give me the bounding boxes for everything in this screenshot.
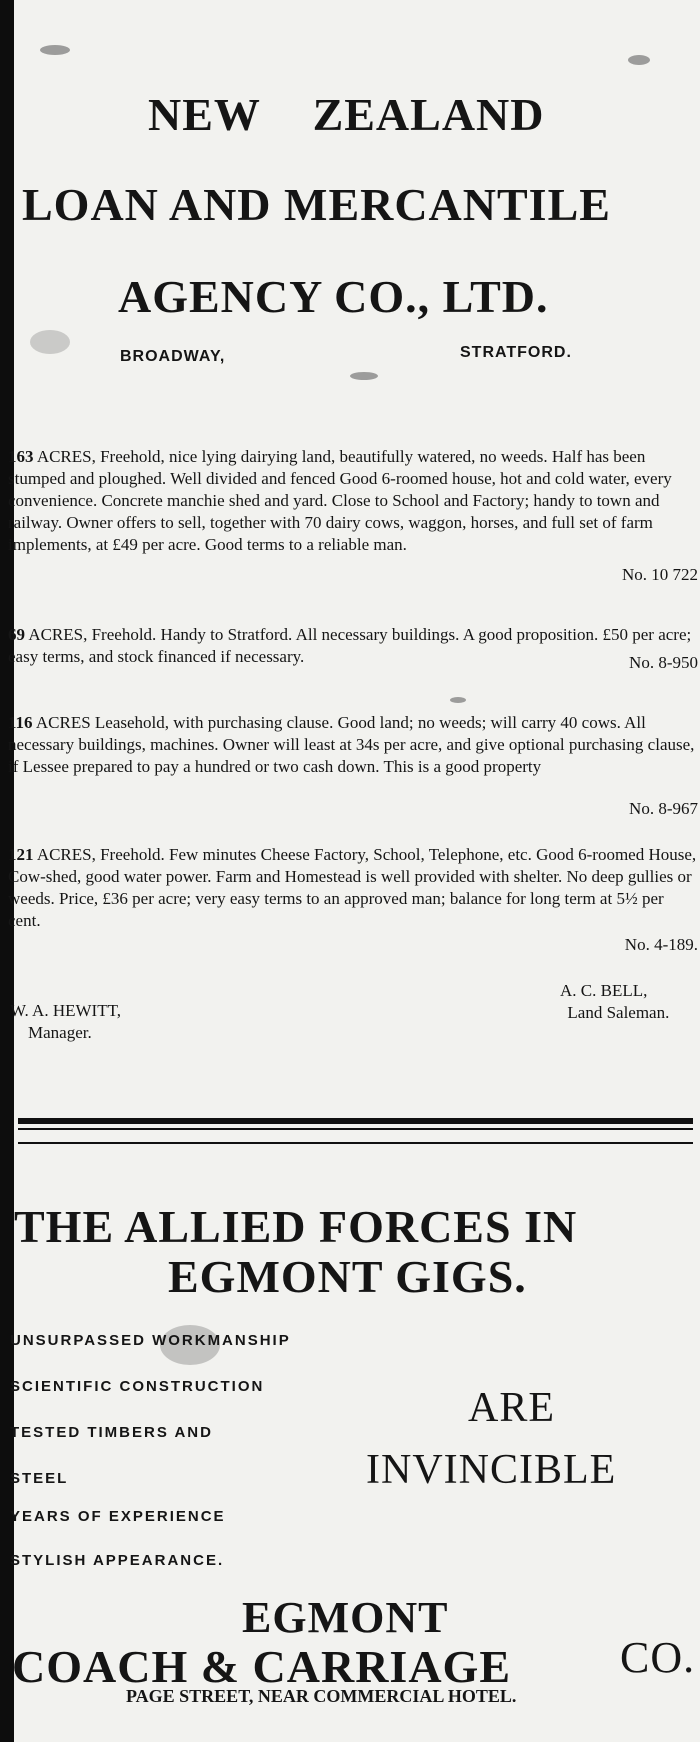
feature-timbers: TESTED TIMBERS AND: [10, 1424, 213, 1441]
listing-ref: No. 10 722: [621, 565, 698, 584]
listing-text: ACRES, Freehold. Few minutes Cheese Factory, School, Telephone, etc. Good 6-roomed House, Cow-shed, good water power. Farm and Homestead is well provided with shelter. No deep gullies or weeds. Price, £36 per acre; very easy terms to an approved man; balance for long term at 5½ per cent.: [8, 845, 697, 930]
ad1-title-line2: LOAN AND MERCANTILE: [22, 179, 611, 230]
listing-ref: No. 4-189.: [624, 935, 698, 954]
listing-text: ACRES, Freehold. Handy to Stratford. All necessary buildings. A good proposition. £50 per acre; easy terms, and stock financed if necessary.: [8, 625, 692, 666]
ad2-company-co: CO.: [620, 1633, 696, 1682]
ad1-title-line1: NEW ZEALAND: [148, 89, 545, 140]
saleman-signature: [560, 980, 669, 1024]
divider-thin: [18, 1142, 693, 1144]
listing-text: ACRES Leasehold, with purchasing clause. Good land; no weeds; will carry 40 cows. All necessary buildings, machines. Owner will least at 34s per acre, and give optional purchasing clause, if Lessee prepared to pay a hundred or two cash down. This is a good property: [8, 713, 695, 776]
ad2-invincible: INVINCIBLE: [366, 1447, 617, 1493]
listing: [8, 446, 698, 608]
listing-ref: No. 8-967: [629, 799, 698, 818]
scan-speck: [350, 372, 378, 380]
ad2-address: PAGE STREET, NEAR COMMERCIAL HOTEL.: [126, 1686, 517, 1706]
listing: [8, 712, 698, 820]
feature-workmanship: UNSURPASSED WORKMANSHIP: [10, 1332, 291, 1349]
listing: [8, 844, 698, 956]
scan-speck: [628, 55, 650, 65]
feature-steel: STEEL: [10, 1470, 69, 1487]
listing-acres: 116: [8, 713, 33, 732]
ad1-title-line3: AGENCY CO., LTD.: [118, 271, 549, 322]
scan-speck: [450, 697, 466, 703]
manager-name: W. A. HEWITT,: [10, 1001, 121, 1020]
ad2-are: ARE: [468, 1385, 555, 1431]
ad2-company-line2: COACH & CARRIAGE: [12, 1641, 511, 1692]
listing-text: ACRES, Freehold, nice lying dairying land, beautifully watered, no weeds. Half has been stumped and ploughed. Well divided and fenced Good 6-roomed house, hot and cold water, every convenience. Concrete manchie shed and yard. Close to School and Factory; handy to town and railway. Owner offers to sell, together with 70 dairy cows, waggon, horses, and full set of farm implements, at £49 per acre. Good terms to a reliable man.: [8, 447, 672, 554]
listing-acres: 121: [8, 845, 34, 864]
feature-experience: YEARS OF EXPERIENCE: [10, 1508, 226, 1525]
listing-ref: No. 8-950: [629, 653, 698, 672]
listing-acres: 163: [8, 447, 34, 466]
saleman-name: A. C. BELL,: [560, 981, 648, 1000]
manager-signature: [10, 1000, 121, 1044]
ad2-headline-line2: EGMONT GIGS.: [168, 1251, 527, 1302]
saleman-title: Land Saleman.: [567, 1003, 670, 1022]
divider-thick: [18, 1118, 693, 1124]
ad2-headline-line1: THE ALLIED FORCES IN: [14, 1201, 578, 1252]
listing-acres: 69: [8, 625, 25, 644]
scan-speck: [40, 45, 70, 55]
listing: [8, 624, 698, 696]
ad2-company-line1: EGMONT: [242, 1593, 449, 1642]
feature-construction: SCIENTIFIC CONSTRUCTION: [10, 1378, 265, 1395]
scan-speck: [30, 330, 70, 354]
ad1-location-stratford: STRATFORD.: [460, 344, 572, 361]
manager-title: Manager.: [28, 1023, 92, 1042]
ad1-location-broadway: BROADWAY,: [120, 348, 226, 365]
feature-appearance: STYLISH APPEARANCE.: [10, 1552, 225, 1569]
divider-thin: [18, 1128, 693, 1130]
